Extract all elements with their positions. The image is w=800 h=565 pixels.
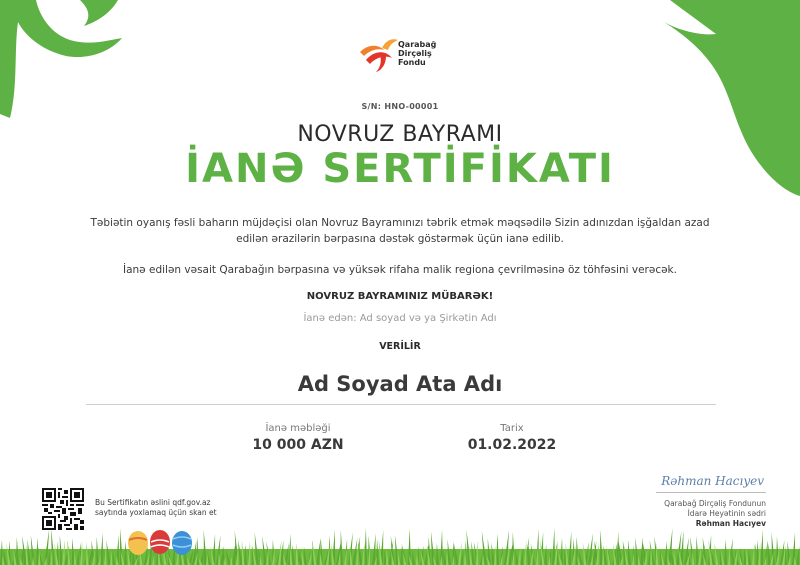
certificate-title: İANƏ SERTİFİKATI: [185, 146, 615, 192]
signature-line: [656, 492, 766, 493]
grass-decoration: [0, 515, 800, 565]
recipient-name: Ad Soyad Ata Adı: [297, 372, 503, 396]
qarabag-logo: [356, 30, 456, 76]
qarabag-logo-icon: [356, 30, 402, 76]
signatory-org-line2: İdarə Heyətinin sədri: [687, 509, 766, 518]
signatory-org-line1: Qarabağ Dirçəliş Fondunun: [664, 499, 766, 508]
donor-text: İanə edən: Ad soyad və ya Şirkətin Adı: [303, 313, 497, 324]
easter-eggs-icon: [124, 528, 196, 556]
amount-label: İanə məbləği: [265, 423, 331, 434]
date-label: Tarix: [500, 423, 524, 434]
certificate-subtitle: NOVRUZ BAYRAMI: [297, 122, 503, 147]
logo-text-line3: Fondu: [398, 57, 426, 67]
name-divider: [86, 404, 716, 405]
handwritten-signature: Rəhman Hacıyev: [661, 474, 764, 488]
qr-instruction-line2: saytında yoxlamaq üçün skan et: [95, 508, 217, 517]
amount-block: [198, 423, 398, 453]
greeting-text: NOVRUZ BAYRAMINIZ MÜBARƏK!: [306, 291, 494, 302]
signatory-name: Rəhman Hacıyev: [695, 519, 766, 528]
logo-text-line1: Qarabağ: [398, 39, 437, 49]
date-block: [412, 423, 612, 453]
serial-number: S/N: HNO-00001: [361, 102, 439, 111]
qr-instruction-line1: Bu Sertifikatın əslini qdf.gov.az: [95, 498, 211, 507]
given-label: VERİLİR: [379, 341, 421, 352]
logo-text-line2: Dirçəliş: [398, 48, 432, 58]
certificate-paragraph-1: Təbiətin oyanış fəsli baharın müjdəçisi olan Novruz Bayramınızı təbrik etmək məqsədilə Sizin adınızdan işğaldan azad edilən ərazilərin bərpasına dəstək göstərmək üçün ianə edilib.: [90, 217, 710, 245]
amount-value: 10 000 AZN: [252, 437, 344, 453]
certificate-paragraph-2: İanə edilən vəsait Qarabağın bərpasına və yüksək rifaha malik regiona çevrilməsinə öz töhfəsini verəcək.: [123, 264, 677, 276]
date-value: 01.02.2022: [467, 437, 557, 453]
